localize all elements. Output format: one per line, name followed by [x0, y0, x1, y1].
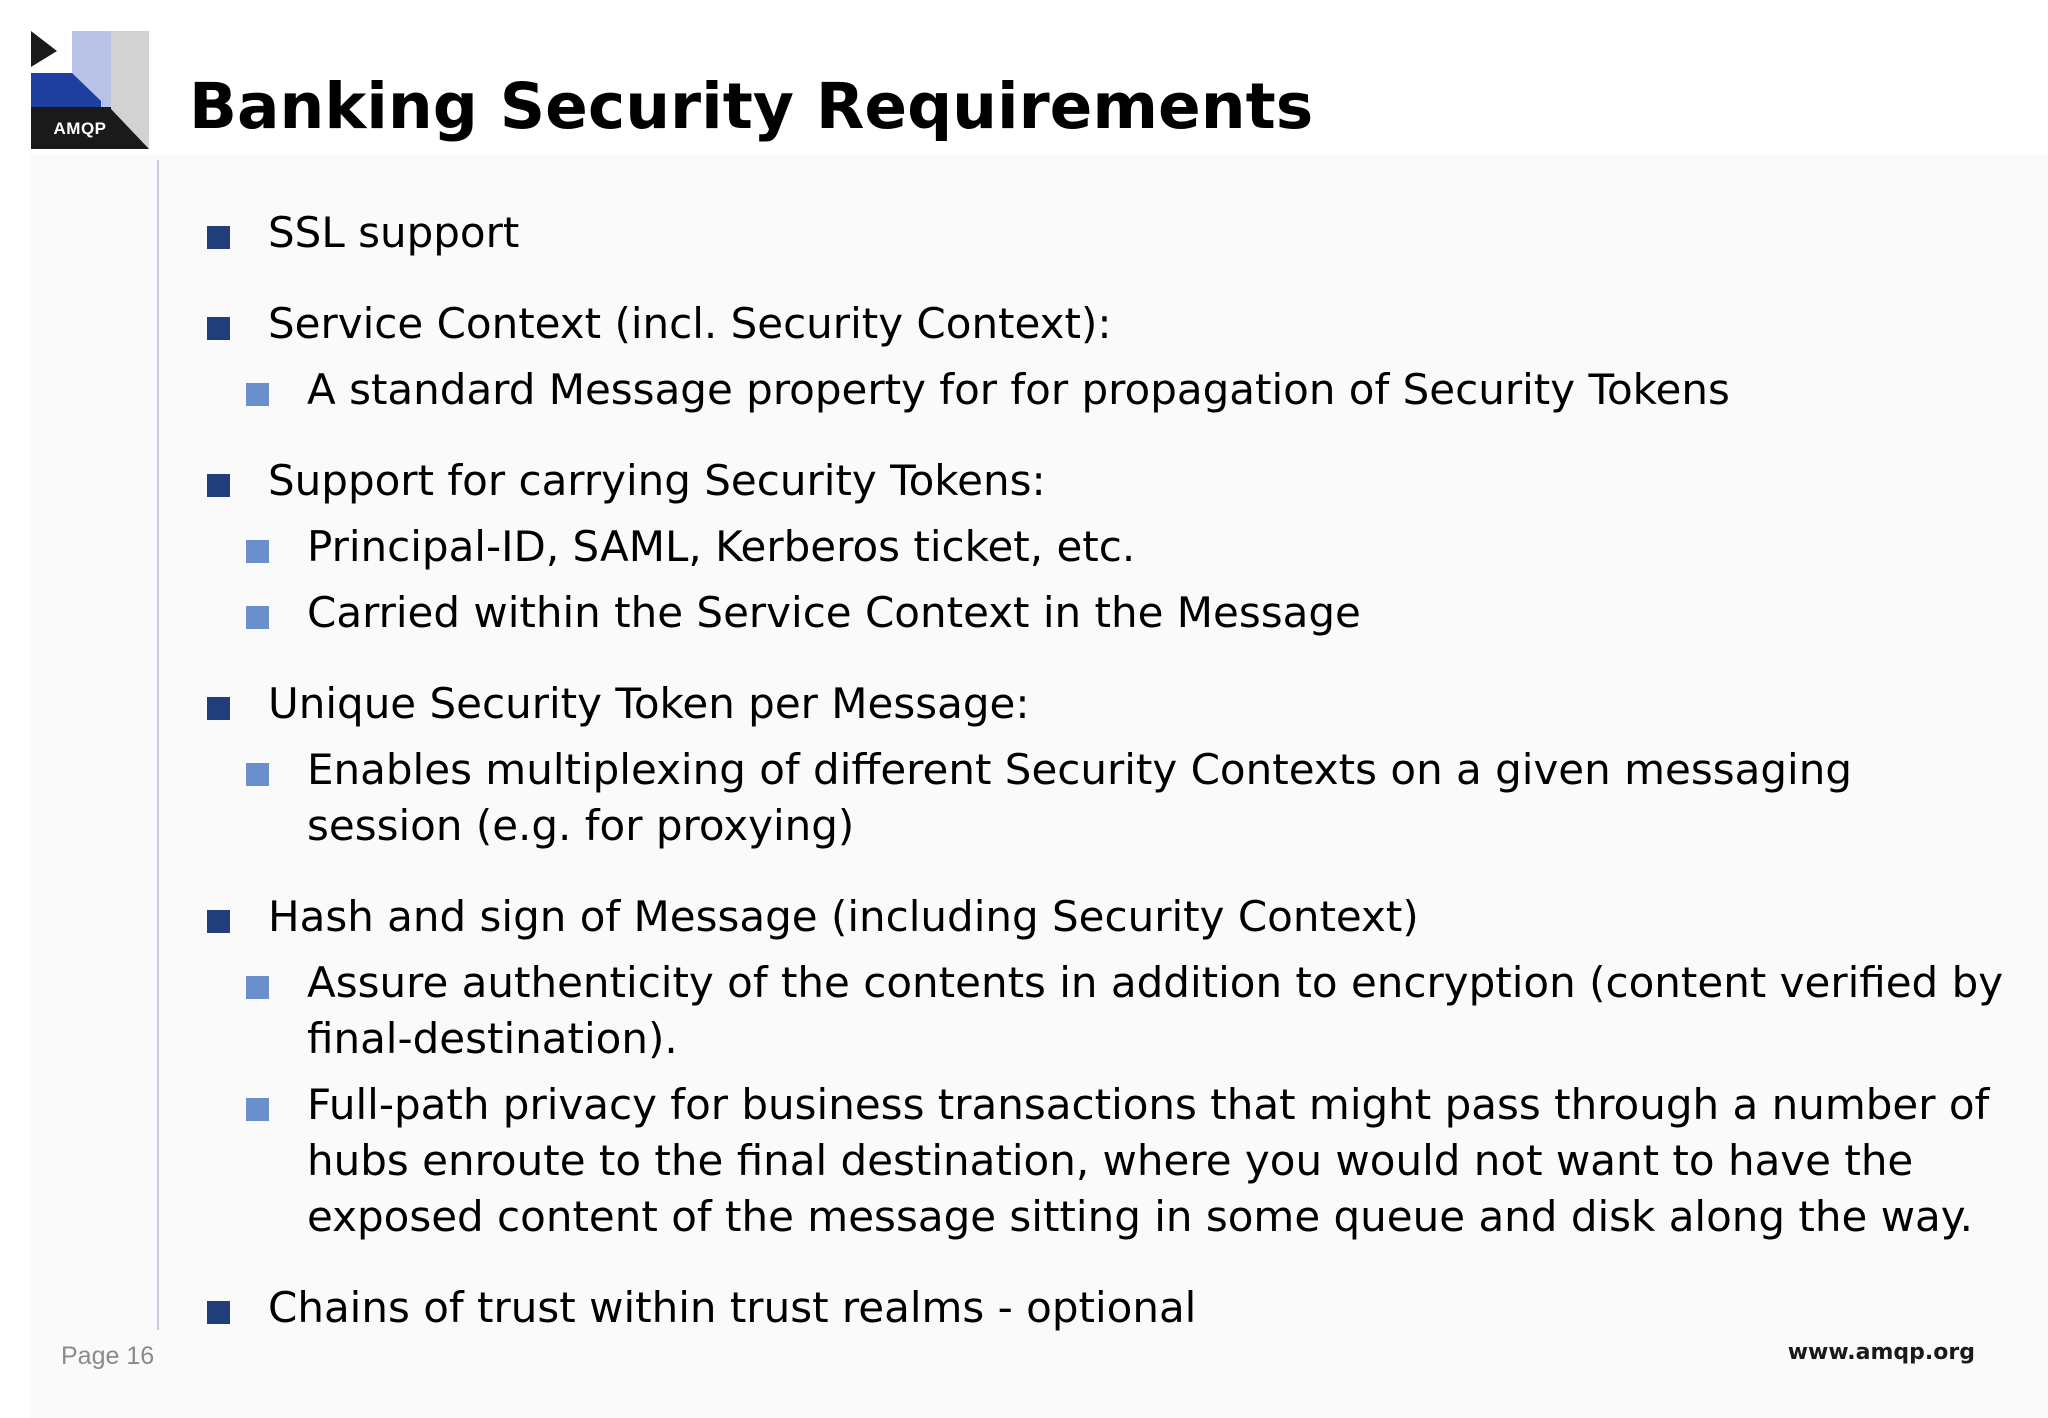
bullet-text: Service Context (incl. Security Context): — [268, 299, 1112, 348]
bullet-text: SSL support — [268, 208, 520, 257]
bullet-item — [207, 296, 2007, 352]
sub-bullet-text: Assure authenticity of the contents in addition to encryption (content verified by final-destination). — [307, 958, 2004, 1063]
bullet-item — [207, 1280, 2007, 1336]
sub-bullet-item — [207, 1077, 2007, 1245]
square-bullet-icon — [207, 910, 230, 933]
sub-bullet-text: Full-path privacy for business transactions that might pass through a number of hubs enroute to the final destination, where you would not want to have the exposed content of the message sitting in some queue and disk along the way. — [307, 1080, 1990, 1241]
sub-bullet-item — [207, 955, 2007, 1067]
logo-text: AMQP — [53, 119, 107, 138]
vertical-divider — [157, 160, 159, 1330]
bullet-item — [207, 676, 2007, 732]
square-bullet-icon — [207, 474, 230, 497]
bullet-item — [207, 889, 2007, 945]
bullet-text: Unique Security Token per Message: — [268, 679, 1030, 728]
bullet-text: Chains of trust within trust realms - optional — [268, 1283, 1197, 1332]
sub-bullet-item — [207, 742, 2007, 854]
square-sub-bullet-icon — [246, 540, 269, 563]
square-sub-bullet-icon — [246, 976, 269, 999]
slide-title: Banking Security Requirements — [189, 70, 1314, 143]
bullet-item — [207, 453, 2007, 509]
bullet-text: Hash and sign of Message (including Security Context) — [268, 892, 1419, 941]
bullet-text: Support for carrying Security Tokens: — [268, 456, 1046, 505]
square-bullet-icon — [207, 1301, 230, 1324]
square-sub-bullet-icon — [246, 1098, 269, 1121]
footer-url: www.amqp.org — [1787, 1340, 1975, 1365]
sub-bullet-text: Enables multiplexing of different Security Contexts on a given messaging session (e.g. for proxying) — [307, 745, 1852, 850]
sub-bullet-item — [207, 585, 2007, 641]
bullet-item — [207, 205, 2007, 261]
square-bullet-icon — [207, 226, 230, 249]
sub-bullet-text: Principal-ID, SAML, Kerberos ticket, etc. — [307, 522, 1136, 571]
square-sub-bullet-icon — [246, 383, 269, 406]
square-sub-bullet-icon — [246, 763, 269, 786]
square-sub-bullet-icon — [246, 606, 269, 629]
square-bullet-icon — [207, 697, 230, 720]
sub-bullet-item — [207, 362, 2007, 418]
square-bullet-icon — [207, 317, 230, 340]
sub-bullet-text: Carried within the Service Context in the Message — [307, 588, 1361, 637]
sub-bullet-text: A standard Message property for for propagation of Security Tokens — [307, 365, 1730, 414]
bullet-list — [207, 205, 2007, 1336]
page-number: Page 16 — [61, 1342, 155, 1370]
amqp-logo — [31, 31, 149, 149]
sub-bullet-item — [207, 519, 2007, 575]
